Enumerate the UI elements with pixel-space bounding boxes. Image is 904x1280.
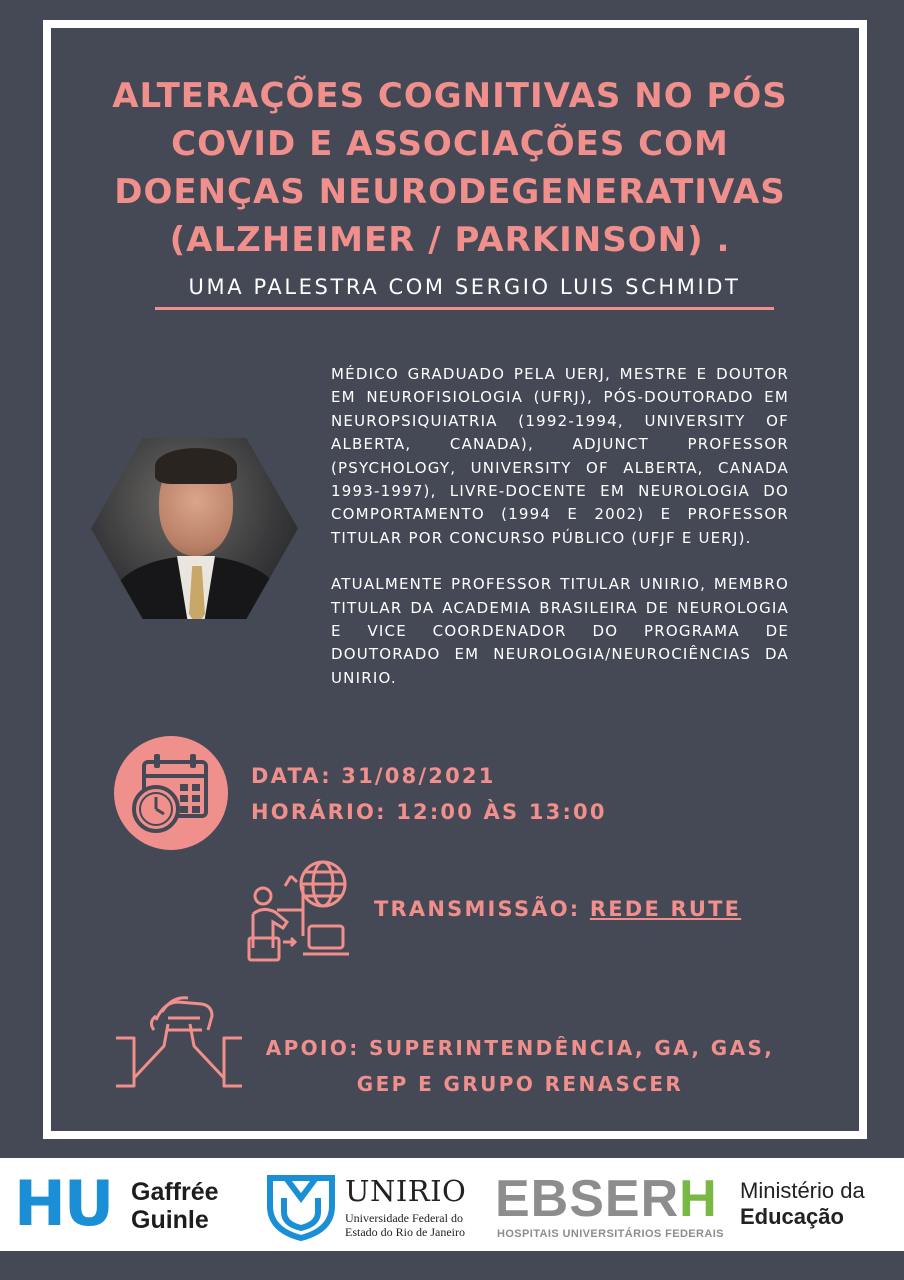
footer-logos xyxy=(0,1158,904,1251)
ministerio-line-2: Educação xyxy=(740,1204,844,1229)
support-line-1: APOIO: SUPERINTENDÊNCIA, GA, GAS, xyxy=(265,1036,775,1060)
bio-paragraph-2: ATUALMENTE PROFESSOR TITULAR UNIRIO, MEMBRO TITULAR DA ACADEMIA BRASILEIRA DE NEUROLOGIA E VICE COORDENADOR DO PROGRAMA DE DOUTORADO EM NEUROLOGIA/NEUROCIÊNCIAS DA UNIRIO. xyxy=(331,575,789,687)
unirio-subtitle-line-2: Estado do Rio de Janeiro xyxy=(345,1225,465,1239)
unirio-subtitle-line-1: Universidade Federal do xyxy=(345,1211,463,1225)
event-date: DATA: 31/08/2021 xyxy=(251,764,496,788)
hu-gaffree-guinle-name xyxy=(131,1178,219,1234)
ebserh-subtitle: HOSPITAIS UNIVERSITÁRIOS FEDERAIS xyxy=(497,1228,724,1240)
ebserh-main: EBSER xyxy=(495,1170,680,1228)
calendar-clock-icon xyxy=(114,736,228,850)
transmission-label: TRANSMISSÃO: xyxy=(374,897,581,921)
speaker-subtitle: UMA PALESTRA COM SERGIO LUIS SCHMIDT xyxy=(155,275,774,310)
hu-name-line-2: Guinle xyxy=(131,1206,209,1234)
ministerio-educacao xyxy=(740,1178,865,1230)
event-time: HORÁRIO: 12:00 ÀS 13:00 xyxy=(251,800,607,824)
hu-logo: HU xyxy=(14,1167,113,1240)
transmission-info xyxy=(374,897,741,921)
bio-paragraph-1: MÉDICO GRADUADO PELA UERJ, MESTRE E DOUTOR EM NEUROFISIOLOGIA (UFRJ), PÓS-DOUTORADO EM NEUROPSIQUIATRIA (1992-1994, UNIVERSITY OF ALBERTA, CANADA), ADJUNCT PROFESSOR (PSYCHOLOGY, UNIVERSITY OF ALBERTA, CANADA 1993-1997), LIVRE-DOCENTE EM NEUROLOGIA DO COMPORTAMENTO (1994 E 2002) E PROFESSOR TITULAR POR CONCURSO PÚBLICO (UFJF E UERJ). xyxy=(331,365,789,547)
ministerio-line-1: Ministério da xyxy=(740,1178,865,1203)
rede-rute-link[interactable]: REDE RUTE xyxy=(589,897,742,921)
unirio-emblem-icon xyxy=(264,1168,338,1242)
remote-work-globe-icon xyxy=(243,856,355,964)
speaker-bio xyxy=(331,363,789,690)
unirio-name: UNIRIO xyxy=(345,1174,467,1208)
photo-hair xyxy=(155,448,237,484)
hu-name-line-1: Gaffrée xyxy=(131,1178,219,1206)
ebserh-logo xyxy=(495,1172,718,1226)
page-title: ALTERAÇÕES COGNITIVAS NO PÓS COVID E ASSOCIAÇÕES COM DOENÇAS NEURODEGENERATIVAS (ALZHEIMER / PARKINSON) . xyxy=(112,76,788,260)
handshake-icon xyxy=(112,990,246,1096)
support-line-2: GEP E GRUPO RENASCER xyxy=(356,1072,684,1096)
ebserh-h: H xyxy=(679,1170,718,1228)
unirio-subtitle xyxy=(345,1211,465,1239)
support-info xyxy=(250,1030,790,1102)
